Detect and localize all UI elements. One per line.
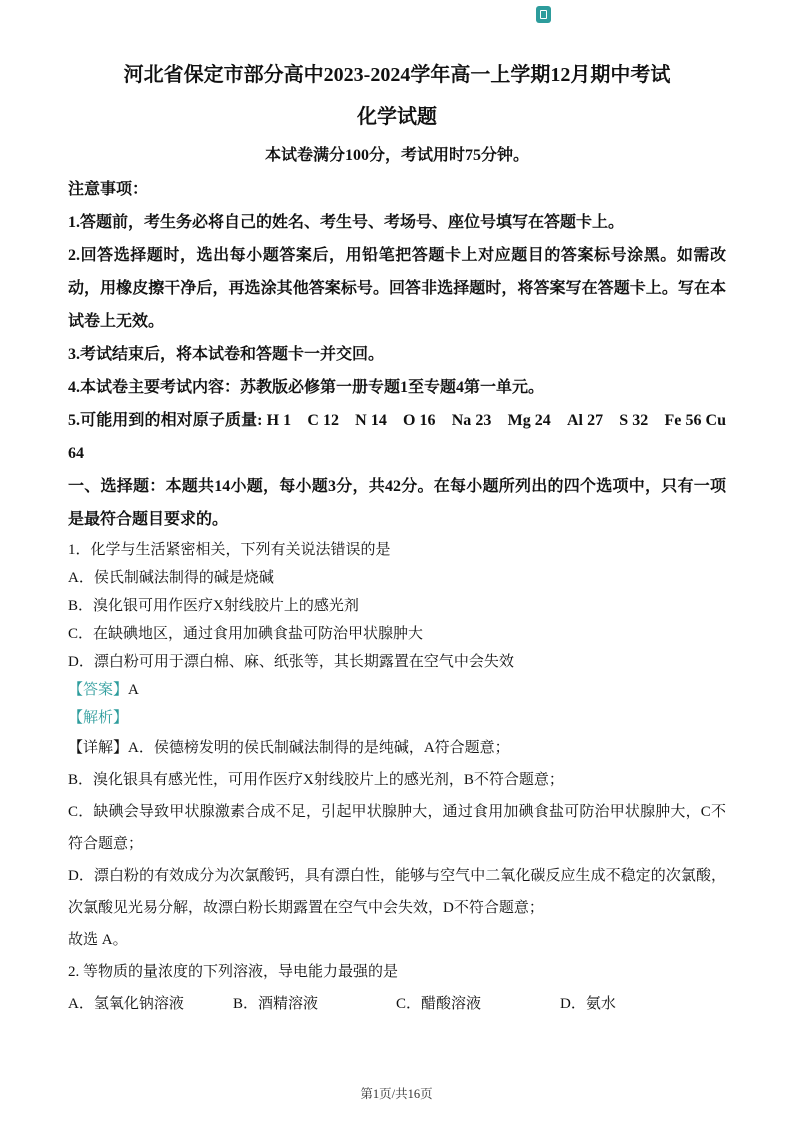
question-1-option-b: B．溴化银可用作医疗X射线胶片上的感光剂	[68, 598, 359, 614]
notice-item-2: 2.回答选择题时，选出每小题答案后，用铅笔把答题卡上对应题目的答案标号涂黑。如需改动，用橡皮擦干净后，再选涂其他答案标号。回答非选择题时，将答案写在答题卡上。写在本试卷上无效。	[68, 247, 726, 330]
notice-item-4: 4.本试卷主要考试内容：苏教版必修第一册专题1至专题4第一单元。	[68, 379, 545, 396]
notice-item-1: 1.答题前，考生务必将自己的姓名、考生号、考场号、座位号填写在答题卡上。	[68, 214, 625, 231]
notice-item-5: 5.可能用到的相对原子质量: H 1 C 12 N 14 O 16 Na 23 Mg 24 Al 27 S 32 Fe 56 Cu 64	[68, 412, 726, 462]
exam-title-line1: 河北省保定市部分高中2023-2024学年高一上学期12月期中考试	[123, 64, 671, 86]
question-1-conclusion: 故选 A。	[68, 932, 128, 948]
question-1-detail-d: D．漂白粉的有效成分为次氯酸钙，具有漂白性，能够与空气中二氧化碳反应生成不稳定的次氯酸，次氯酸见光易分解，故漂白粉长期露置在空气中会失效，D不符合题意；	[68, 868, 726, 916]
section-header: 一、选择题：本题共14小题，每小题3分，共42分。在每小题所列出的四个选项中，只有一项是最符合题目要求的。	[68, 478, 726, 528]
question-1-stem: 1．化学与生活紧密相关，下列有关说法错误的是	[68, 542, 391, 558]
exam-title-line2: 化学试题	[357, 106, 437, 128]
question-1-detail-b: B．溴化银具有感光性，可用作医疗X射线胶片上的感光剂，B不符合题意；	[68, 772, 564, 788]
page-footer: 第1页/共16页	[360, 1087, 433, 1101]
question-1-detail-c: C．缺碘会导致甲状腺激素合成不足，引起甲状腺肿大，通过食用加碘食盐可防治甲状腺肿大，C不符合题意；	[68, 804, 726, 852]
exam-info-line: 本试卷满分100分，考试用时75分钟。	[264, 147, 529, 164]
question-2-option-d: D．氨水	[560, 996, 616, 1012]
answer-value: A	[128, 682, 139, 698]
question-2-option-b: B．酒精溶液	[233, 996, 319, 1012]
question-2-option-a: A．氢氧化钠溶液	[68, 996, 184, 1012]
question-1-option-a: A．侯氏制碱法制得的碱是烧碱	[68, 570, 274, 586]
question-1-detail-a: 【详解】A．侯德榜发明的侯氏制碱法制得的是纯碱，A符合题意；	[68, 740, 510, 756]
question-1-answer-line	[68, 676, 726, 704]
question-2-stem: 2. 等物质的量浓度的下列溶液，导电能力最强的是	[68, 964, 399, 980]
question-1-option-c: C．在缺碘地区，通过食用加碘食盐可防治甲状腺肿大	[68, 626, 424, 642]
question-2-option-c: C．醋酸溶液	[396, 996, 482, 1012]
brand-logo-icon	[536, 6, 551, 23]
question-1-analysis-line	[68, 704, 726, 732]
analysis-label: 【解析】	[68, 710, 129, 726]
notice-item-3: 3.考试结束后，将本试卷和答题卡一并交回。	[68, 346, 385, 363]
answer-label: 【答案】	[68, 682, 129, 698]
brand-logo-glyph	[540, 10, 547, 19]
question-2-options-row	[68, 988, 726, 1020]
notice-header: 注意事项：	[68, 181, 149, 198]
question-1-option-d: D．漂白粉可用于漂白棉、麻、纸张等，其长期露置在空气中会失效	[68, 654, 514, 670]
